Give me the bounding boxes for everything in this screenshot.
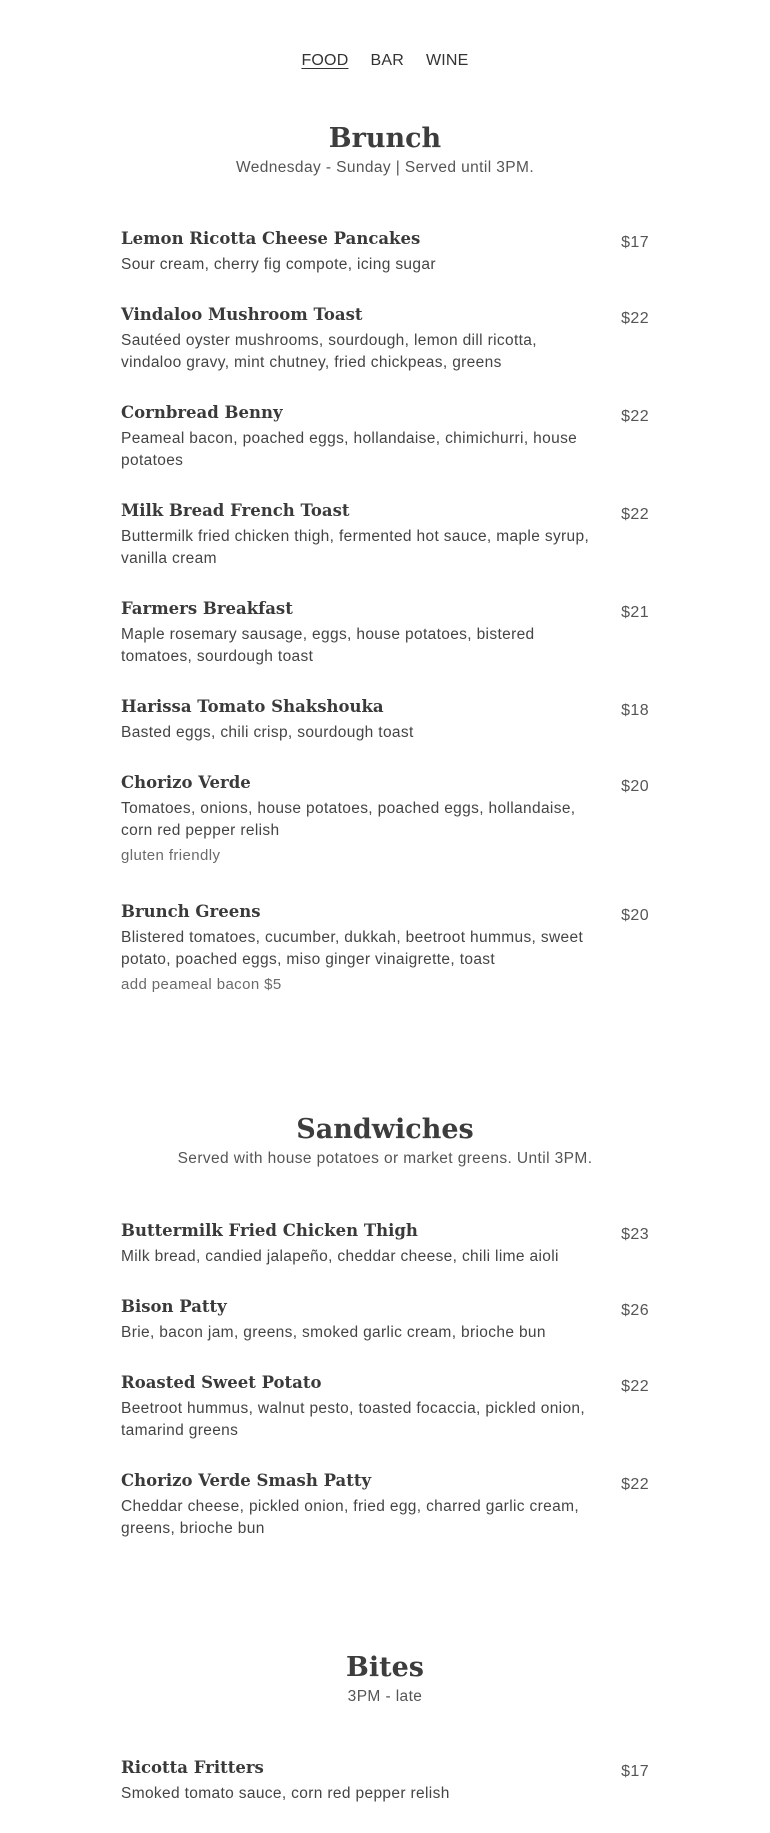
item-description: Basted eggs, chili crisp, sourdough toast — [121, 724, 414, 741]
item-name: Chorizo Verde Smash Patty — [121, 1471, 372, 1490]
item-price: $21 — [621, 604, 649, 621]
item-description: Smoked tomato sauce, corn red pepper relish — [121, 1785, 450, 1802]
bites-section — [0, 1650, 770, 1707]
menu-item — [121, 228, 649, 276]
brunch-section — [0, 121, 770, 178]
item-name: Buttermilk Fried Chicken Thigh — [121, 1221, 418, 1240]
item-name: Harissa Tomato Shakshouka — [121, 697, 384, 716]
item-price: $23 — [621, 1226, 649, 1243]
menu-item — [121, 1296, 649, 1344]
item-description: Sour cream, cherry fig compote, icing sugar — [121, 256, 436, 273]
item-description: Peameal bacon, poached eggs, hollandaise, chimichurri, house potatoes — [121, 430, 578, 469]
item-price: $22 — [621, 408, 649, 425]
item-price: $22 — [621, 1476, 649, 1493]
item-description: Blistered tomatoes, cucumber, dukkah, beetroot hummus, sweet potato, poached eggs, miso ginger vinaigrette, toast — [121, 929, 584, 968]
item-description: Sautéed oyster mushrooms, sourdough, lemon dill ricotta, vindaloo gravy, mint chutney, fried chickpeas, greens — [121, 332, 537, 371]
item-name: Roasted Sweet Potato — [121, 1373, 322, 1392]
item-price: $26 — [621, 1302, 649, 1319]
item-price: $17 — [621, 1763, 649, 1780]
item-name: Bison Patty — [121, 1297, 227, 1316]
nav-bar-link[interactable]: BAR — [370, 52, 404, 69]
menu-item — [121, 1757, 649, 1805]
item-name: Vindaloo Mushroom Toast — [121, 305, 363, 324]
bites-menu-list — [121, 1757, 649, 1833]
item-note: gluten friendly — [121, 847, 221, 864]
item-description: Milk bread, candied jalapeño, cheddar cheese, chili lime aioli — [121, 1248, 559, 1265]
item-name: Ricotta Fritters — [121, 1758, 264, 1777]
item-description: Tomatoes, onions, house potatoes, poached eggs, hollandaise, corn red pepper relish — [121, 800, 576, 839]
menu-item — [121, 500, 649, 570]
section-title: Sandwiches — [296, 1114, 474, 1145]
item-price: $22 — [621, 506, 649, 523]
section-subtitle: 3PM - late — [347, 1688, 423, 1705]
item-name: Farmers Breakfast — [121, 599, 293, 618]
menu-item — [121, 598, 649, 668]
item-price: $20 — [621, 907, 649, 924]
menu-item — [121, 1372, 649, 1442]
item-price: $22 — [621, 310, 649, 327]
item-description: Cheddar cheese, pickled onion, fried egg, charred garlic cream, greens, brioche bun — [121, 1498, 580, 1537]
item-name: Lemon Ricotta Cheese Pancakes — [121, 229, 421, 248]
menu-item — [121, 1220, 649, 1268]
item-description: Brie, bacon jam, greens, smoked garlic cream, brioche bun — [121, 1324, 546, 1341]
section-title: Brunch — [328, 123, 442, 154]
sandwiches-section — [0, 1112, 770, 1169]
section-subtitle: Wednesday - Sunday | Served until 3PM. — [235, 159, 535, 176]
item-name: Brunch Greens — [121, 902, 261, 921]
section-subtitle: Served with house potatoes or market greens. Until 3PM. — [177, 1150, 593, 1167]
nav-wine-link[interactable]: WINE — [425, 52, 469, 69]
menu-item — [121, 696, 649, 744]
brunch-menu-list — [121, 228, 649, 1024]
top-nav — [0, 52, 770, 70]
item-description: Buttermilk fried chicken thigh, fermented hot sauce, maple syrup, vanilla cream — [121, 528, 590, 567]
item-price: $18 — [621, 702, 649, 719]
sandwiches-menu-list — [121, 1220, 649, 1568]
item-name: Milk Bread French Toast — [121, 501, 350, 520]
item-note: add peameal bacon $5 — [121, 976, 282, 993]
item-name: Chorizo Verde — [121, 773, 251, 792]
item-name: Cornbread Benny — [121, 403, 283, 422]
menu-item — [121, 901, 649, 996]
item-price: $20 — [621, 778, 649, 795]
nav-food-link[interactable]: FOOD — [301, 52, 349, 69]
menu-item — [121, 772, 649, 867]
item-description: Beetroot hummus, walnut pesto, toasted focaccia, pickled onion, tamarind greens — [121, 1400, 586, 1439]
item-price: $17 — [621, 234, 649, 251]
menu-item — [121, 1470, 649, 1540]
section-title: Bites — [346, 1652, 424, 1683]
menu-item — [121, 304, 649, 374]
menu-item — [121, 402, 649, 472]
item-description: Maple rosemary sausage, eggs, house potatoes, bistered tomatoes, sourdough toast — [121, 626, 535, 665]
item-price: $22 — [621, 1378, 649, 1395]
